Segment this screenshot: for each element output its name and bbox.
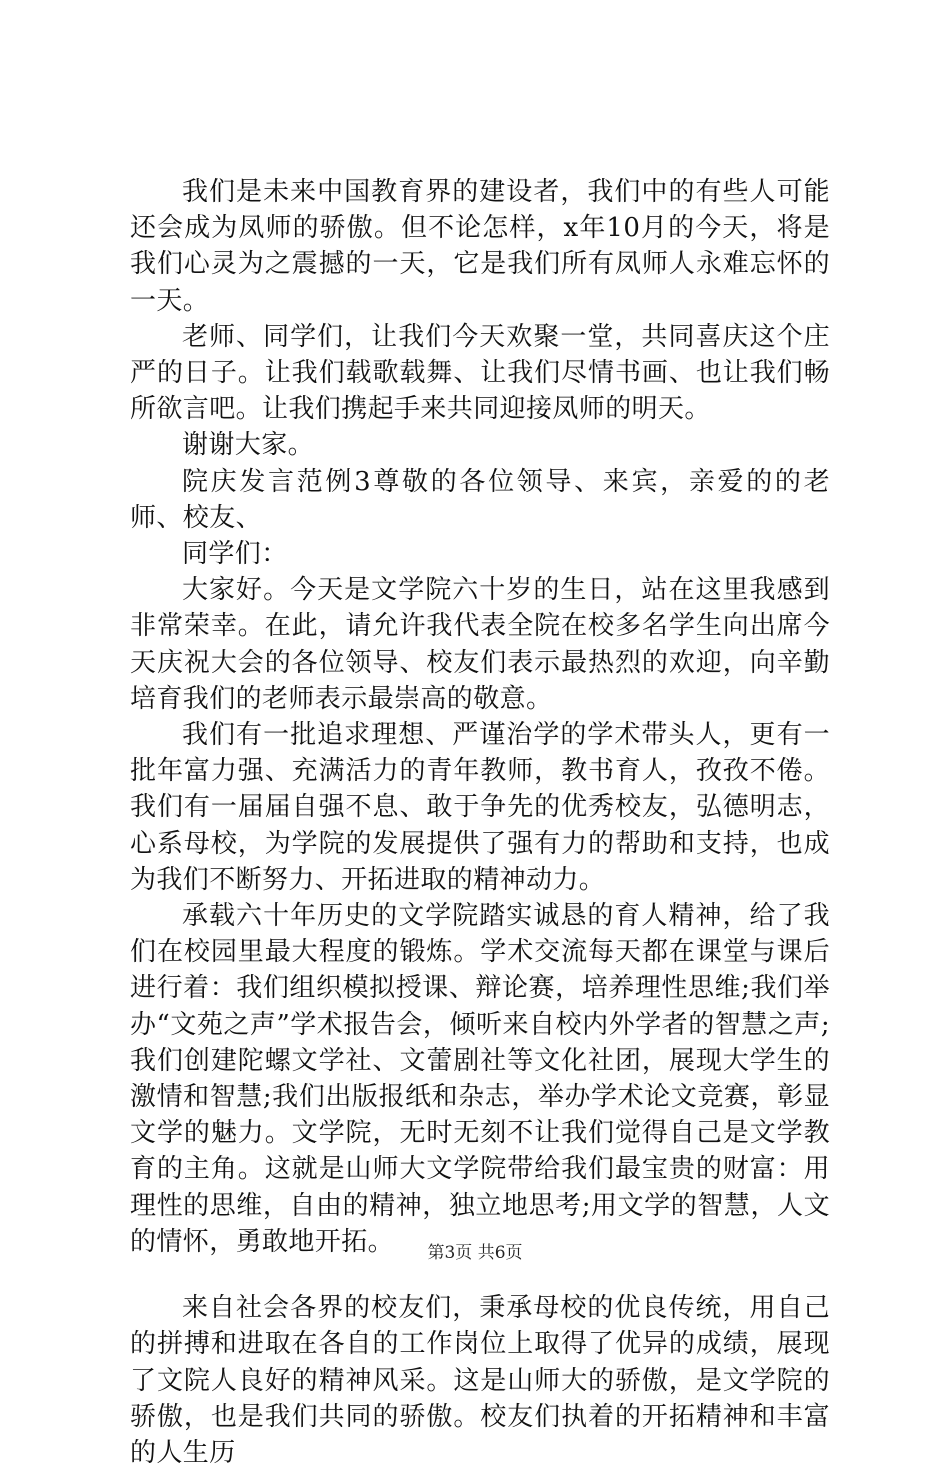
- paragraph: 承载六十年历史的文学院踏实诚恳的育人精神，给了我们在校园里最大程度的锻炼。学术交流每天都在课堂与课后进行着：我们组织模拟授课、辩论赛，培养理性思维;我们举办“文苑之声”学术报告会，倾听来自校内外学者的智慧之声;我们创建陀螺文学社、文蕾剧社等文化社团，展现大学生的激情和智慧;我们出版报纸和杂志，举办学术论文竞赛，彰显文学的魅力。文学院，无时无刻不让我们觉得自己是文学教育的主角。这就是山师大文学院带给我们最宝贵的财富：用理性的思维，自由的精神，独立地思考;用文学的智慧，人文的情怀，勇敢地开拓。: [130, 901, 830, 1257]
- page-number-footer: 第3页 共6页: [427, 1243, 523, 1263]
- document-body: [130, 174, 830, 1471]
- paragraph: 老师、同学们，让我们今天欢聚一堂，共同喜庆这个庄严的日子。让我们载歌载舞、让我们尽情书画、也让我们畅所欲言吧。让我们携起手来共同迎接凤师的明天。: [130, 321, 830, 425]
- paragraph: 来自社会各界的校友们，秉承母校的优良传统，用自己的拼搏和进取在各自的工作岗位上取得了优异的成绩，展现了文院人良好的精神风采。这是山师大的骄傲，是文学院的骄傲，也是我们共同的骄傲。校友们执着的开拓精神和丰富的人生历: [130, 1293, 830, 1468]
- paragraph: 我们有一批追求理想、严谨治学的学术带头人，更有一批年富力强、充满活力的青年教师，教书育人，孜孜不倦。我们有一届届自强不息、敢于争先的优秀校友，弘德明志，心系母校，为学院的发展提供了强有力的帮助和支持，也成为我们不断努力、开拓进取的精神动力。: [130, 720, 830, 895]
- paragraph: 大家好。今天是文学院六十岁的生日，站在这里我感到非常荣幸。在此，请允许我代表全院在校多名学生向出席今天庆祝大会的各位领导、校友们表示最热烈的欢迎，向辛勤培育我们的老师表示最崇高的敬意。: [130, 575, 830, 714]
- paragraph: 谢谢大家。: [182, 430, 315, 461]
- paragraph: 院庆发言范例3尊敬的各位领导、来宾，亲爱的的老师、校友、: [130, 466, 830, 533]
- paragraph: 我们是未来中国教育界的建设者，我们中的有些人可能还会成为凤师的骄傲。但不论怎样，x年10月的今天，将是我们心灵为之震撼的一天，它是我们所有凤师人永难忘怀的一天。: [130, 177, 830, 316]
- paragraph: 同学们：: [182, 539, 288, 570]
